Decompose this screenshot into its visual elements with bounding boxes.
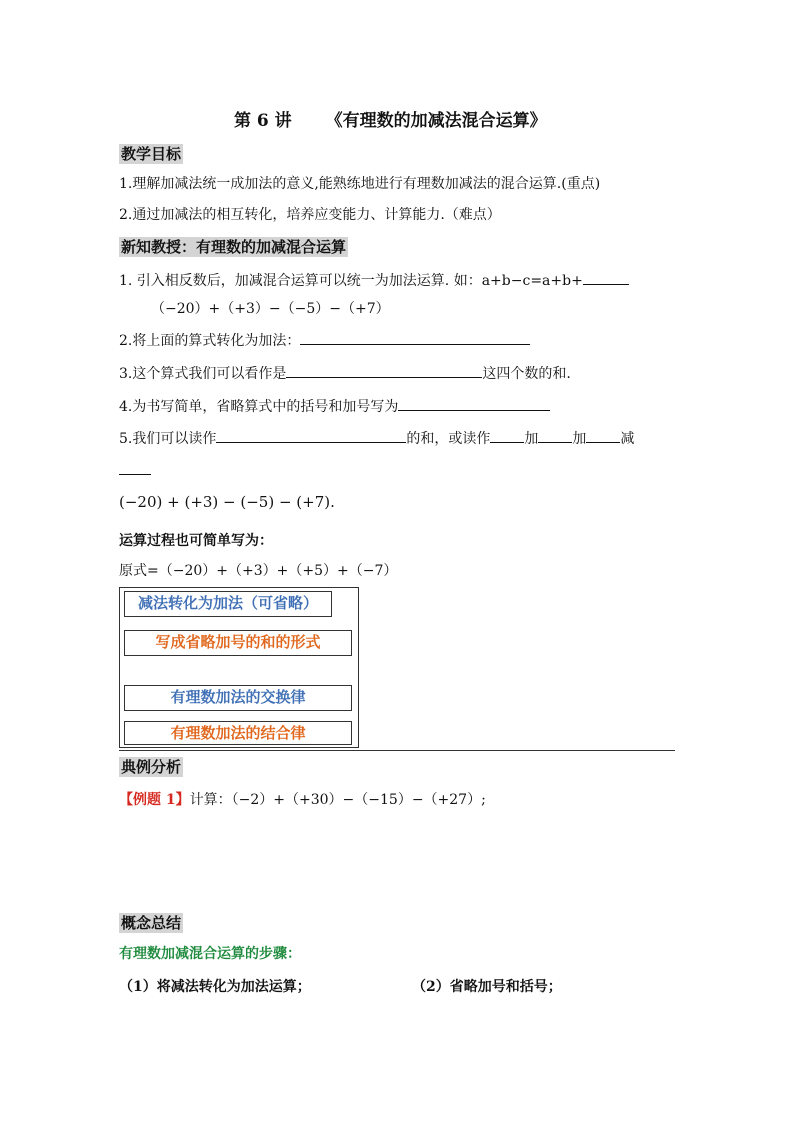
answer-blank[interactable]	[398, 396, 550, 411]
answer-blank[interactable]	[490, 428, 524, 443]
section-heading-objectives: 教学目标	[121, 145, 182, 163]
question-1	[119, 270, 629, 291]
question-5-text-a: 5.我们可以读作	[119, 431, 217, 447]
objective-item: 1.理解加减法统一成加法的意义,能熟练地进行有理数加减法的混合运算.(重点)	[119, 176, 601, 192]
step-box: 有理数加法的交换律	[124, 685, 352, 711]
question-4-text: 4.为书写简单，省略算式中的括号和加号写为	[119, 399, 399, 415]
step-box: 有理数加法的结合律	[124, 721, 352, 745]
lecture-topic: 《有理数的加减法混合运算》	[325, 111, 547, 131]
page-title	[234, 106, 547, 131]
answer-blank[interactable]	[538, 428, 572, 443]
question-3-text-a: 3.这个算式我们可以看作是	[119, 366, 287, 382]
question-5	[119, 428, 634, 449]
expression-2: (−20) + (+3) − (−5) − (+7).	[119, 493, 335, 511]
steps-diagram	[119, 587, 359, 748]
lecture-number: 第 6 讲	[234, 111, 292, 131]
original-expression: 原式=（−20）+（+3）+（+5）+（−7）	[119, 563, 398, 579]
question-4	[119, 396, 550, 417]
answer-blank[interactable]	[583, 270, 629, 285]
process-heading: 运算过程也可简单写为：	[119, 533, 273, 549]
step-box: 减法转化为加法（可省略）	[124, 591, 332, 617]
objective-item: 2.通过加减法的相互转化，培养应变能力、计算能力.（难点）	[119, 207, 501, 223]
divider	[119, 750, 675, 751]
answer-blank[interactable]	[586, 428, 620, 443]
expression-1: （−20）+（+3）−（−5）−（+7）	[151, 301, 390, 317]
question-3	[119, 363, 571, 384]
section-heading-summary: 概念总结	[121, 914, 182, 932]
question-5-text-e: 减	[620, 431, 635, 447]
question-5-text-d: 加	[572, 431, 587, 447]
answer-blank[interactable]	[216, 428, 406, 443]
answer-blank[interactable]	[300, 330, 530, 345]
question-2-text: 2.将上面的算式转化为加法：	[119, 333, 301, 349]
example-text: 计算：（−2）+（+30）−（−15）−（+27）;	[189, 792, 486, 808]
question-3-text-b: 这四个数的和.	[482, 366, 571, 382]
answer-blank[interactable]	[286, 363, 482, 378]
question-2	[119, 330, 530, 351]
summary-step-2: （2）省略加号和括号；	[412, 979, 562, 995]
section-heading-new-knowledge: 新知教授：有理数的加减混合运算	[121, 238, 347, 256]
step-box: 写成省略加号的和的形式	[124, 630, 352, 656]
example-label: 【例题 1】	[119, 792, 190, 808]
example-1	[119, 790, 486, 810]
question-1-text: 1. 引入相反数后，加减混合运算可以统一为加法运算. 如：a+b−c=a+b+	[119, 273, 583, 289]
summary-step-1: （1）将减法转化为加法运算；	[119, 979, 311, 995]
section-heading-examples: 典例分析	[121, 758, 182, 776]
summary-subheading: 有理数加减混合运算的步骤：	[119, 946, 301, 962]
question-5-text-b: 的和，或读作	[406, 431, 491, 447]
question-5-text-c: 加	[524, 431, 539, 447]
answer-blank-continued[interactable]	[119, 474, 151, 475]
